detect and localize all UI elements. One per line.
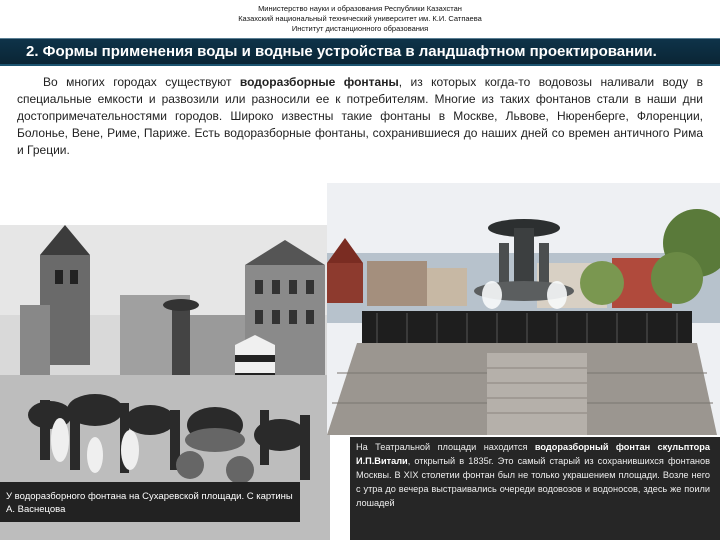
vitali-fountain-photo bbox=[327, 183, 720, 435]
fountain-caption-rest: , открытый в 1835г. Это самый старый из сохранившихся фонтанов Москвы. В XIX столетии фонтан был не только украшением площади. Возле него с утра до вечера выстраивались очереди водовозов и водоносов, здесь же поили лошадей bbox=[356, 456, 710, 508]
title-bar bbox=[0, 38, 720, 66]
fountain-caption-start: На Театральной площади находится bbox=[356, 442, 535, 452]
institute-line: Институт дистанционного образования bbox=[291, 24, 429, 33]
ministry-line: Министерство науки и образования Республики Казахстан bbox=[258, 4, 462, 13]
intro-text-rest: , из которых когда-то водовозы наливали воду в специальные емкости и развозили или разносили ее к потребителям. Многие из таких фонтанов стали в наши дни достопримечательностями городов. Широко известны такие фонтаны в Москве, Львове, Нюренберге, Флоренции, Болонье, Вене, Риме, Париже. Есть водоразборные фонтаны, сохранившиеся до наших дней со времен античного Рима и Греции. bbox=[17, 75, 703, 157]
intro-highlight: водоразборные фонтаны bbox=[239, 75, 399, 89]
intro-text-start: Во многих городах существуют bbox=[43, 75, 240, 89]
fountain-caption-highlight: водоразборный фонтан скульптора И.П.Витали bbox=[356, 442, 710, 466]
fountain-caption bbox=[350, 437, 720, 540]
institution-header bbox=[0, 4, 720, 34]
slide-title: 2. Формы применения воды и водные устройства в ландшафтном проектировании. bbox=[26, 43, 657, 60]
painting-caption: У водоразборного фонтана на Сухаревской площади. С картины А. Васнецова bbox=[0, 482, 300, 522]
intro-paragraph bbox=[17, 74, 703, 159]
university-line: Казахский национальный технический университет им. К.И. Сатпаева bbox=[238, 14, 482, 23]
